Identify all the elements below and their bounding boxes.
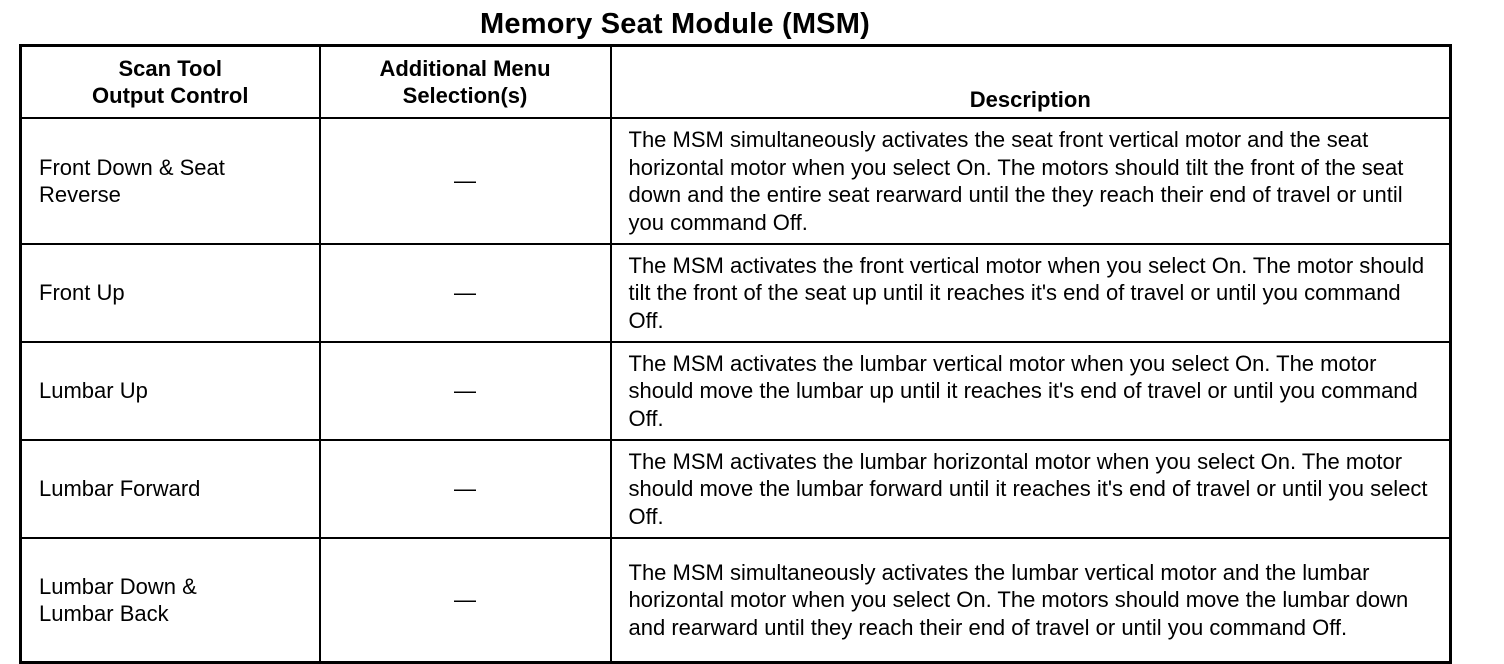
dash-text: — xyxy=(454,476,476,502)
header-description xyxy=(611,46,1451,119)
header-menu-selection xyxy=(320,46,611,119)
table-row xyxy=(21,440,1451,538)
table-row xyxy=(21,244,1451,342)
row-description: The MSM activates the lumbar vertical motor when you select On. The motor should move the lumbar up until it reaches it's end of travel or until you command Off. xyxy=(611,342,1451,440)
header-description-label: Description xyxy=(969,87,1091,112)
row-output-control: Front Up xyxy=(21,244,320,342)
row-output-control: Lumbar Down & Lumbar Back xyxy=(21,538,320,663)
dash-text: — xyxy=(454,378,476,404)
table-row xyxy=(21,342,1451,440)
header-output-control-label: Scan Tool Output Control xyxy=(92,56,249,108)
row-menu-selection xyxy=(320,538,611,663)
row-menu-selection xyxy=(320,342,611,440)
row-menu-selection xyxy=(320,440,611,538)
row-menu-selection xyxy=(320,244,611,342)
dash-text: — xyxy=(454,587,476,613)
table-row xyxy=(21,538,1451,663)
row-output-control: Lumbar Up xyxy=(21,342,320,440)
row-menu-selection xyxy=(320,118,611,244)
row-output-control: Front Down & Seat Reverse xyxy=(21,118,320,244)
header-output-control xyxy=(21,46,320,119)
row-description: The MSM simultaneously activates the lumbar vertical motor and the lumbar horizontal motor when you select On. The motors should move the lumbar down and rearward until they reach their end of travel or until you command Off. xyxy=(611,538,1451,663)
header-menu-selection-label: Additional Menu Selection(s) xyxy=(379,56,551,108)
row-description: The MSM simultaneously activates the seat front vertical motor and the seat horizontal motor when you select On. The motors should tilt the front of the seat down and the entire seat rearward until the they reach their end of travel or until you command Off. xyxy=(611,118,1451,244)
row-description: The MSM activates the front vertical motor when you select On. The motor should tilt the front of the seat up until it reaches it's end of travel or until you command Off. xyxy=(611,244,1451,342)
page-title: Memory Seat Module (MSM) xyxy=(480,8,870,40)
row-description: The MSM activates the lumbar horizontal motor when you select On. The motor should move the lumbar forward until it reaches it's end of travel or until you select Off. xyxy=(611,440,1451,538)
table-row xyxy=(21,118,1451,244)
table-header-row xyxy=(21,46,1451,119)
dash-text: — xyxy=(454,168,476,194)
dash-text: — xyxy=(454,280,476,306)
msm-output-control-table xyxy=(19,44,1452,664)
row-output-control: Lumbar Forward xyxy=(21,440,320,538)
